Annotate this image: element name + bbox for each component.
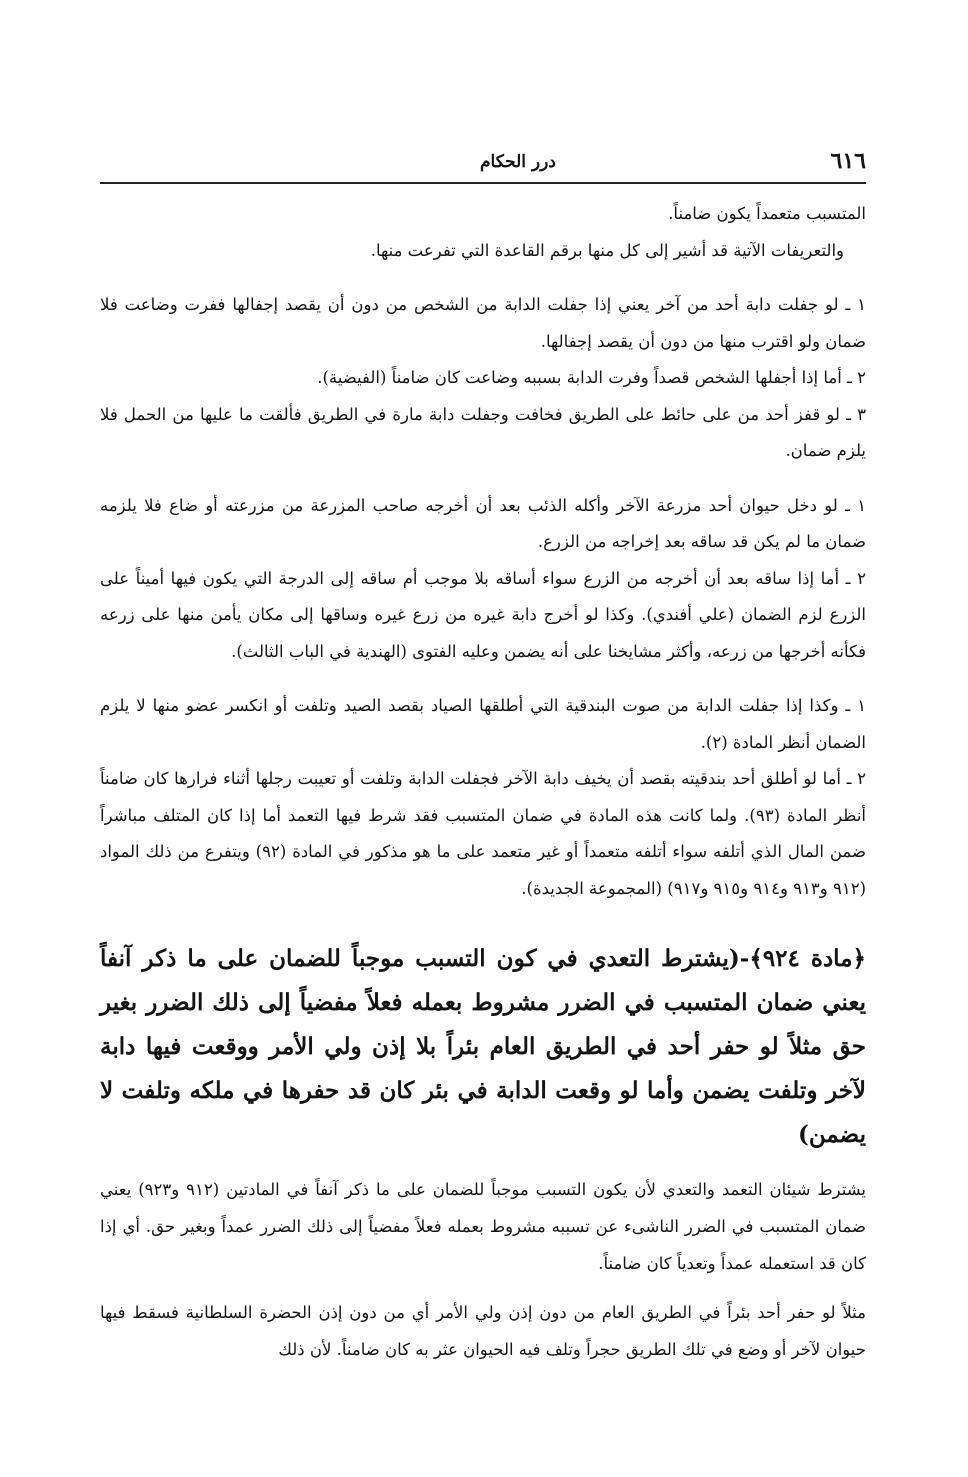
example-paragraph: ١ ـ لو جفلت دابة أحد من آخر يعني إذا جفلت الدابة من الشخص من دون أن يقصد إجفالها ففرت وضاعت فلا ضمان ولو اقترب منها من دون أن يقصد إجفالها. bbox=[100, 295, 866, 351]
commentary-paragraph: يشترط شيئان التعمد والتعدي لأن يكون التسبب موجباً للضمان على ما ذكر آنفاً في المادتين (٩١٢ و٩٢٣) يعني ضمان المتسبب في الضرر الناشىء عن تسببه مشروط بعمله فعلاً مفضياً إلى ذلك الضرر عمداً وبغير حق. أي إذا كان قد استعمله عمداً وتعدياً كان ضامناً. bbox=[100, 1180, 867, 1273]
intro-line: والتعريفات الآتية قد أشير إلى كل منها برقم القاعدة التي تفرعت منها. bbox=[370, 240, 844, 260]
article-label: ﴿مادة ٩٢٤﴾ bbox=[749, 945, 866, 972]
article-text: -(يشترط التعدي في كون التسبب موجباً للضمان على ما ذكر آنفاً يعني ضمان المتسبب في الضرر مشروط بعمله فعلاً مفضياً إلى ذلك الضرر بغير حق مثلاً لو حفر أحد في الطريق العام بئراً بلا إذن ولي الأمر ووقعت فيها دابة لآخر وتلفت يضمن وأما لو وقعت الدابة في بئر كان قد حفرها في ملكه وتلفت لا يضمن) bbox=[100, 945, 866, 1148]
example-paragraph: ١ ـ لو دخل حيوان أحد مزرعة الآخر وأكله الذئب بعد أن أخرجه صاحب المزرعة من مزرعته أو ضاع فلا يلزمه ضمان ما لم يكن قد ساقه بعد إخراجه من الزرع. bbox=[100, 495, 866, 551]
example-paragraph: ٢ ـ أما إذا أجفلها الشخص قصداً وفرت الدابة بسببه وضاعت كان ضامناً (الفيضية). bbox=[317, 368, 866, 387]
example-paragraph: ٢ ـ أما لو أطلق أحد بندقيته بقصد أن يخيف دابة الآخر فجفلت الدابة وتلفت أو تعيبت رجلها أثناء فرارها كان ضامناً أنظر المادة (٩٣). ولما كانت هذه المادة في ضمان المتسبب فقد شرط فيها التعمد أما إذا كان المتلف مباشراً ضمن المال الذي أتلفه سواء أتلفه متعمداً أو غير متعمد على ما هو مذكور في المادة (٩٢) ويتفرع من ذلك المواد (٩١٢ و٩١٣ و٩١٤ و٩١٥ و٩١٧) (المجموعة الجديدة). bbox=[100, 769, 866, 898]
page-header bbox=[100, 140, 866, 184]
page-content bbox=[100, 196, 866, 1368]
spacer bbox=[100, 907, 866, 937]
spacer bbox=[100, 470, 866, 488]
commentary-paragraph: مثلاً لو حفر أحد بئراً في الطريق العام من دون إذن ولي الأمر أي من دون إذن الحضرة السلطانية فسقط فيها حيوان لآخر أو وضع في تلك الطريق حجراً وتلف فيه الحيوان عثر به كان ضامناً. لأن ذلك bbox=[100, 1303, 866, 1359]
spacer bbox=[100, 269, 866, 287]
intro-line: المتسبب متعمداً يكون ضامناً. bbox=[668, 204, 866, 223]
example-paragraph: ١ ـ وكذا إذا جفلت الدابة من صوت البندقية التي أطلقها الصياد بقصد الصيد وتلفت أو انكسر عضو منها لا يلزم الضمان أنظر المادة (٢). bbox=[100, 696, 866, 752]
example-paragraph: ٣ ـ لو قفز أحد من على حائط على الطريق فخافت وجفلت دابة مارة في الطريق فألقت ما عليها من الحمل فلا يلزم ضمان. bbox=[100, 404, 866, 460]
spacer bbox=[100, 670, 866, 688]
spacer bbox=[100, 1282, 866, 1294]
article-924 bbox=[100, 937, 866, 1157]
running-title: درر الحكام bbox=[480, 152, 556, 172]
spacer bbox=[100, 1157, 866, 1171]
page-number: ٦١٦ bbox=[830, 148, 866, 174]
example-paragraph: ٢ ـ أما إذا ساقه بعد أن أخرجه من الزرع سواء أساقه بلا موجب أم ساقه إلى الدرجة التي يكون فيها أميناً على الزرع لزم الضمان (علي أفندي). وكذا لو أخرج دابة غيره من زرع غيره وساقها إلى مكان يأمن منها على زرعه فكأنه أخرجها من زرعه، وأكثر مشايخنا على أنه يضمن وعليه الفتوى (الهندية في الباب الثالث). bbox=[100, 568, 866, 661]
